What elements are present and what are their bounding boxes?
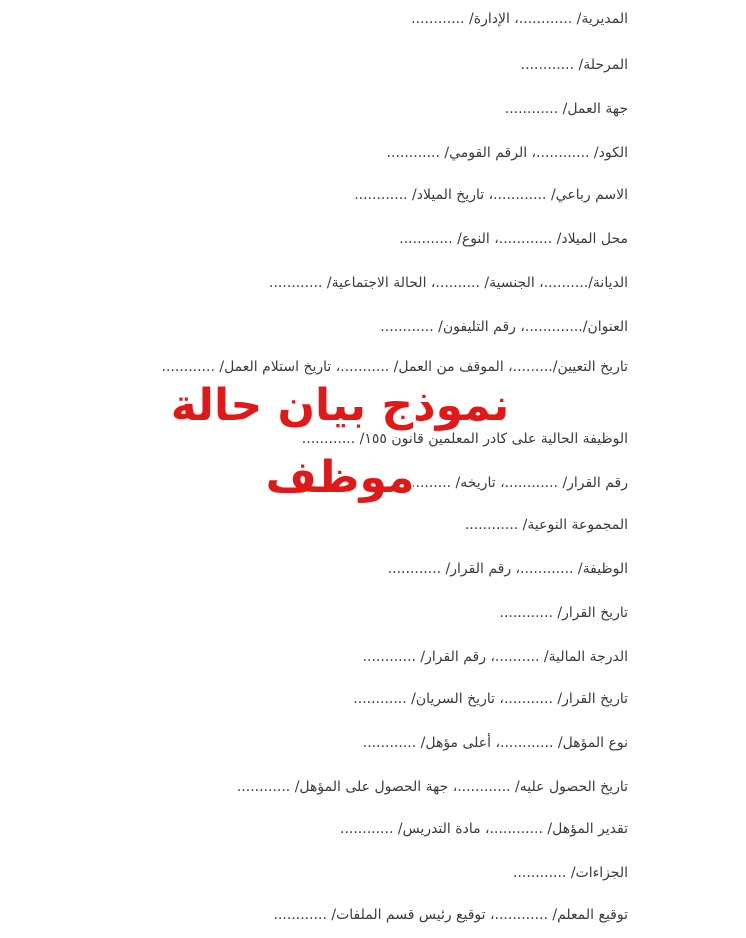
- field-line-decision-number: رقم القرار/ ............، تاريخه/ ............: [397, 475, 628, 491]
- field-line-name: الاسم رباعي/ ............، تاريخ الميلاد/ ............: [354, 187, 628, 203]
- field-line-current-job: الوظيفة الحالية على كادر المعلمين قانون ١٥٥/ ............: [301, 431, 628, 447]
- field-line-grade: الدرجة المالية/ ..........، رقم القرار/ ............: [362, 649, 628, 665]
- field-line-effective-date: تاريخ القرار/ ...........، تاريخ السريان/ ............: [353, 691, 628, 707]
- field-line-workplace: جهة العمل/ ............: [504, 101, 628, 117]
- field-line-obtained-date: تاريخ الحصول عليه/ ............، جهة الحصول على المؤهل/ ............: [236, 779, 628, 795]
- form-title: نموذج بيان حالة موظف: [170, 380, 510, 503]
- field-line-group: المجموعة النوعية/ ............: [464, 517, 628, 533]
- field-line-signatures: توقيع المعلم/ ............، توقيع رئيس قسم الملفات/ ............: [273, 907, 628, 923]
- field-line-grade-subject: تقدير المؤهل/ ............، مادة التدريس/ ............: [340, 821, 628, 837]
- field-line-directorate: المديرية/ ............، الإدارة/ ............: [411, 11, 628, 27]
- field-line-address: العنوان/.............، رقم التليفون/ ............: [380, 319, 628, 335]
- field-line-stage: المرحلة/ ............: [520, 57, 628, 73]
- field-line-job: الوظيفة/ ............، رقم القرار/ ............: [387, 561, 628, 577]
- field-line-birthplace: محل الميلاد/ ............، النوع/ ............: [399, 231, 628, 247]
- field-line-appointment: تاريخ التعيين/.........، الموقف من العمل/ ...........، تاريخ استلام العمل/ ............: [161, 359, 628, 375]
- field-line-religion: الديانة/..........، الجنسية/ ..........، الحالة الاجتماعية/ ............: [269, 275, 628, 291]
- field-line-code: الكود/ ............، الرقم القومي/ ............: [386, 145, 628, 161]
- field-line-qualification: نوع المؤهل/ ............، أعلى مؤهل/ ............: [362, 735, 628, 751]
- field-line-penalties: الجزاءات/ ............: [512, 865, 628, 881]
- field-line-decision-date: تاريخ القرار/ ............: [499, 605, 628, 621]
